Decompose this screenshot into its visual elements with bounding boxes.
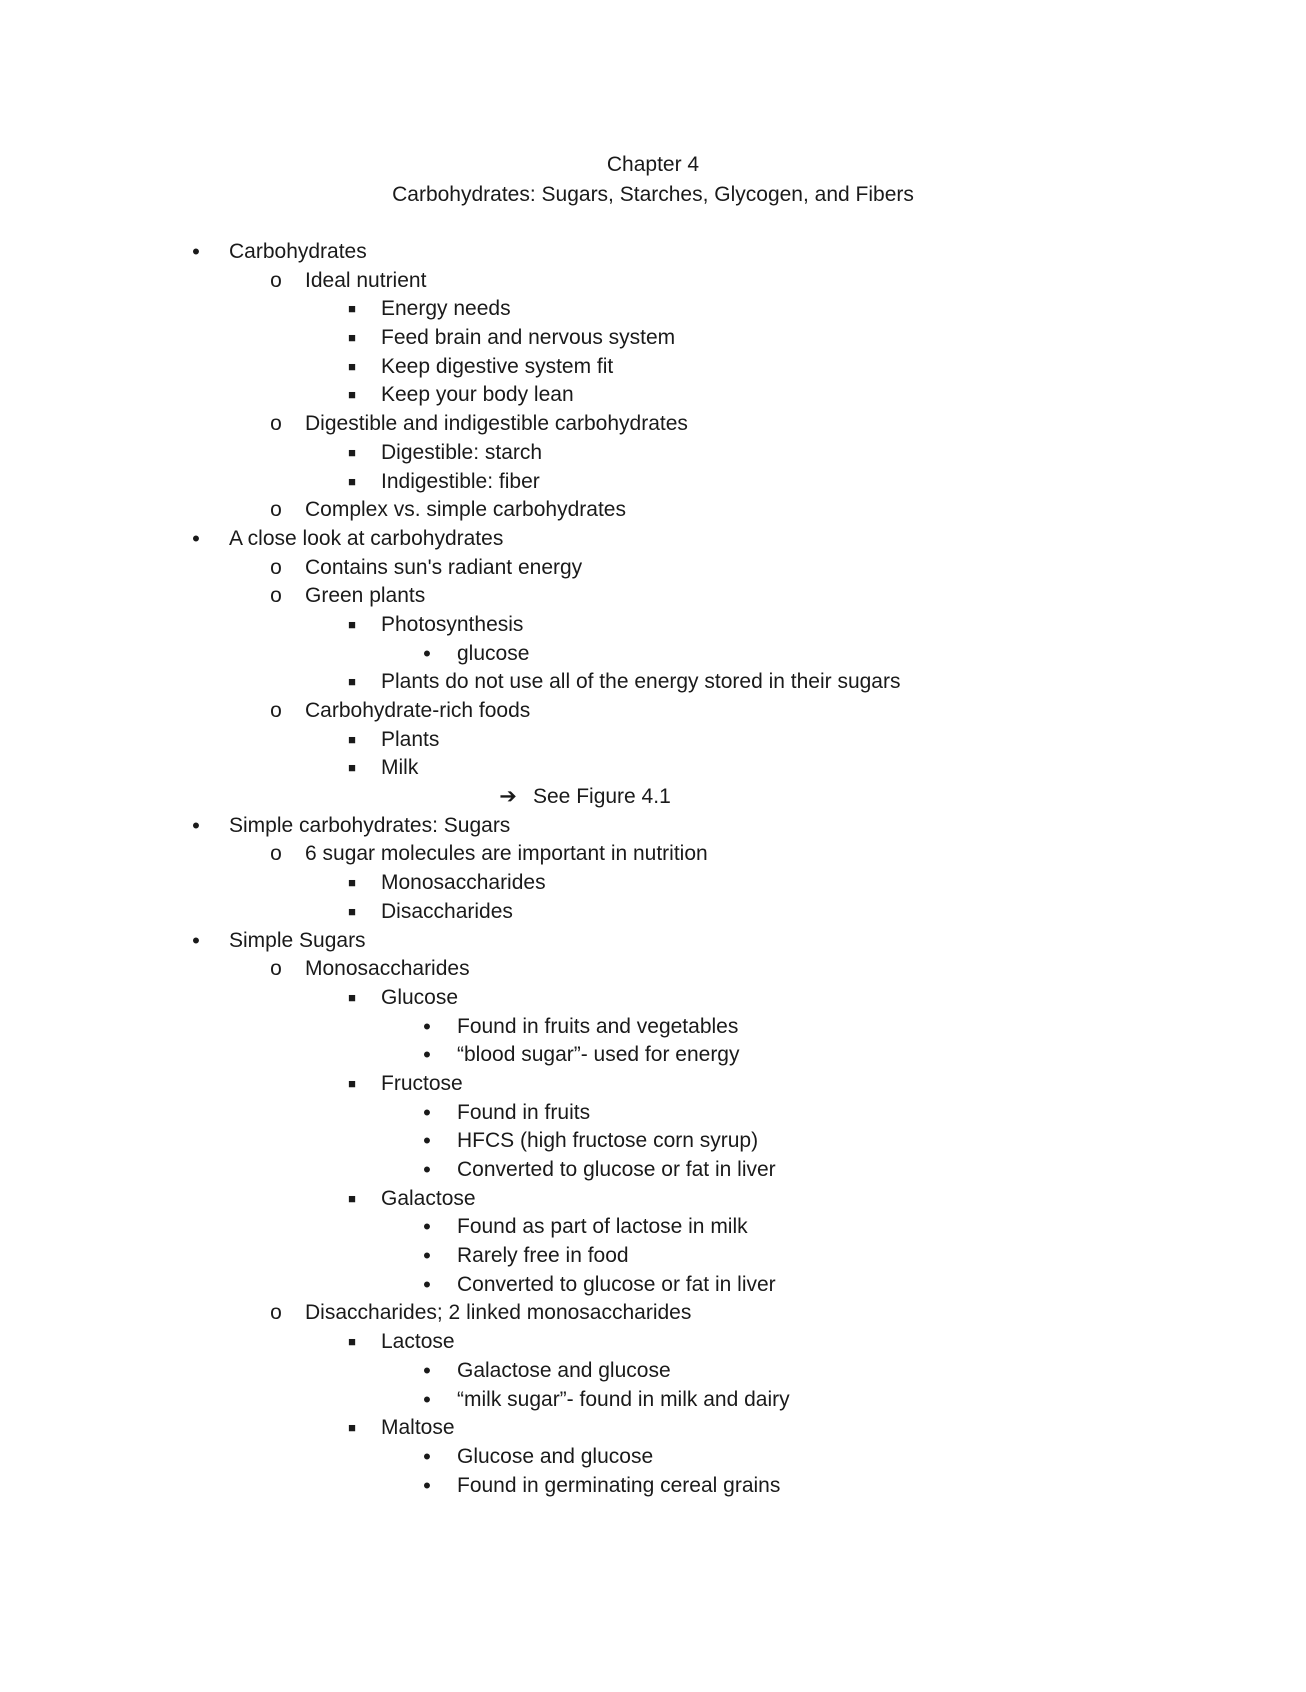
outline-item-level-3 [0,439,1306,468]
outline-item-level-2 [0,582,1306,611]
outline-item-level-4 [0,1013,1306,1042]
outline-item-level-3 [0,668,1306,697]
outline-item-text: “blood sugar”- used for energy [457,1043,740,1067]
square-bullet-icon: ■ [348,444,356,460]
bullet-icon: • [423,1443,431,1469]
outline-item-text: Complex vs. simple carbohydrates [305,498,626,522]
chapter-subtitle: Carbohydrates: Sugars, Starches, Glycogen, and Fibers [392,183,914,206]
outline-item-level-1 [0,525,1306,554]
outline-item-level-3 [0,726,1306,755]
outline-item-text: Green plants [305,584,426,608]
outline-item-text: Maltose [381,1416,455,1440]
outline-item-text: Photosynthesis [381,612,524,636]
outline-item-level-4 [0,1156,1306,1185]
outline-item-level-2 [0,496,1306,525]
chapter-title: Chapter 4 [606,153,700,176]
hollow-bullet-icon: o [270,842,282,866]
hollow-bullet-icon: o [270,584,282,608]
outline-item-level-4 [0,1357,1306,1386]
square-bullet-icon: ■ [348,674,356,690]
outline-item-text: Galactose and glucose [457,1358,671,1382]
outline-item-text: Keep your body lean [381,383,574,407]
square-bullet-icon: ■ [348,1420,356,1436]
outline-item-text: Plants do not use all of the energy stored in their sugars [381,670,901,694]
outline-item-text: Energy needs [381,297,511,321]
outline-item-level-3 [0,1185,1306,1214]
outline-item-level-4 [0,1443,1306,1472]
bullet-icon: • [423,1386,431,1412]
outline-item-text: Carbohydrates [229,240,367,263]
outline-item-level-3 [0,611,1306,640]
outline-item-level-3 [0,1414,1306,1443]
square-bullet-icon: ■ [348,387,356,403]
outline-item-level-2 [0,955,1306,984]
bullet-icon: • [423,1013,431,1039]
bullet-icon: • [192,239,200,264]
bullet-icon: • [423,1214,431,1240]
outline-item-text: “milk sugar”- found in milk and dairy [457,1387,790,1411]
outline-item-text: Digestible and indigestible carbohydrates [305,412,688,436]
outline-item-text: Found in fruits and vegetables [457,1014,739,1038]
outline-item-text: Milk [381,756,419,780]
outline-item-level-3 [0,468,1306,497]
outline-item-level-2 [0,840,1306,869]
outline-item-text: Disaccharides [381,899,513,923]
outline-item-text: Rarely free in food [457,1244,629,1268]
outline-item-text: Galactose [381,1186,476,1210]
bullet-icon: • [423,1157,431,1182]
outline-item-level-3 [0,295,1306,324]
bullet-icon: • [423,1357,431,1383]
square-bullet-icon: ■ [348,731,356,747]
bullet-icon: • [423,1243,431,1269]
outline-item-level-3 [0,754,1306,783]
outline-item-text: Disaccharides; 2 linked monosaccharides [305,1301,692,1325]
hollow-bullet-icon: o [270,555,282,579]
bullet-icon: • [423,1472,431,1498]
outline-item-text: Found in fruits [457,1100,591,1124]
outline-item-text: HFCS (high fructose corn syrup) [457,1129,759,1153]
bullet-icon: • [423,1128,431,1154]
outline-item-level-4 [0,1041,1306,1070]
outline-item-text: glucose [457,641,530,665]
outline-item-text: Converted to glucose or fat in liver [457,1272,776,1296]
outline-item-level-1 [0,812,1306,841]
outline-item-level-3 [0,898,1306,927]
outline-item-level-3 [0,984,1306,1013]
square-bullet-icon: ■ [348,330,356,346]
outline-item-text: See Figure 4.1 [533,785,671,809]
outline-item-text: Plants [381,727,440,751]
outline-item-level-4 [0,1213,1306,1242]
outline-item-text: Monosaccharides [381,871,546,895]
square-bullet-icon: ■ [348,1190,356,1206]
outline-item-level-2 [0,1299,1306,1328]
outline-item-level-4 [0,1386,1306,1415]
outline-item-text: Monosaccharides [305,957,470,981]
outline-item-text: Keep digestive system fit [381,354,614,378]
outline-item-text: 6 sugar molecules are important in nutrition [305,842,708,866]
outline-item-text: Indigestible: fiber [381,469,540,493]
outline-item-text: Found as part of lactose in milk [457,1215,748,1239]
outline-item-text: Glucose [381,985,459,1009]
outline-item-text: Contains sun's radiant energy [305,555,583,579]
hollow-bullet-icon: o [270,268,282,292]
square-bullet-icon: ■ [348,1334,356,1350]
bullet-icon: • [423,1042,431,1068]
outline-item-level-3 [0,869,1306,898]
outline-item-level-1 [0,238,1306,267]
outline-item-level-4 [0,1242,1306,1271]
outline-item-level-3 [0,324,1306,353]
square-bullet-icon: ■ [348,989,356,1005]
hollow-bullet-icon: o [270,699,282,722]
outline-item-text: Converted to glucose or fat in liver [457,1158,776,1181]
square-bullet-icon: ■ [348,760,356,776]
outline-item-level-3 [0,1070,1306,1099]
arrow-icon: ➔ [499,785,517,809]
outline-item-level-1 [0,927,1306,956]
outline-item-text: Lactose [381,1330,455,1354]
outline-item-level-4 [0,1099,1306,1128]
square-bullet-icon: ■ [348,903,356,919]
outline-item-level-3 [0,353,1306,382]
outline-item-level-4 [0,1271,1306,1300]
outline-item-text: Digestible: starch [381,440,543,464]
outline-item-text: Ideal nutrient [305,268,427,292]
outline-item-level-3 [0,381,1306,410]
square-bullet-icon: ■ [348,301,356,317]
hollow-bullet-icon: o [270,498,282,522]
hollow-bullet-icon: o [270,1301,282,1325]
outline-item-level-4 [0,1127,1306,1156]
bullet-icon: • [192,812,200,838]
square-bullet-icon: ■ [348,358,356,374]
outline-item-text: Carbohydrate-rich foods [305,699,531,722]
square-bullet-icon: ■ [348,473,356,489]
bullet-icon: • [423,640,431,666]
outline-item-text: Simple Sugars [229,928,366,952]
outline-item-level-2 [0,554,1306,583]
outline-item-text: Found in germinating cereal grains [457,1473,781,1497]
bullet-icon: • [423,1271,431,1297]
outline-item-level-3 [0,1328,1306,1357]
outline-item-level-2 [0,267,1306,296]
bullet-icon: • [192,927,200,953]
square-bullet-icon: ■ [348,875,356,891]
outline-item-level-2 [0,410,1306,439]
outline-item-text: A close look at carbohydrates [229,526,504,550]
outline-item-level-2 [0,697,1306,726]
bullet-icon: • [192,525,200,551]
outline-item-level-4 [0,1472,1306,1501]
outline-list [0,238,1306,1500]
outline-item-level-5 [0,783,1306,812]
outline-item-text: Fructose [381,1071,463,1095]
hollow-bullet-icon: o [270,957,282,981]
square-bullet-icon: ■ [348,1075,356,1091]
outline-item-text: Simple carbohydrates: Sugars [229,813,511,837]
outline-item-text: Feed brain and nervous system [381,326,676,350]
outline-item-level-4 [0,640,1306,669]
bullet-icon: • [423,1099,431,1125]
outline-item-text: Glucose and glucose [457,1444,654,1468]
hollow-bullet-icon: o [270,412,282,436]
square-bullet-icon: ■ [348,616,356,632]
